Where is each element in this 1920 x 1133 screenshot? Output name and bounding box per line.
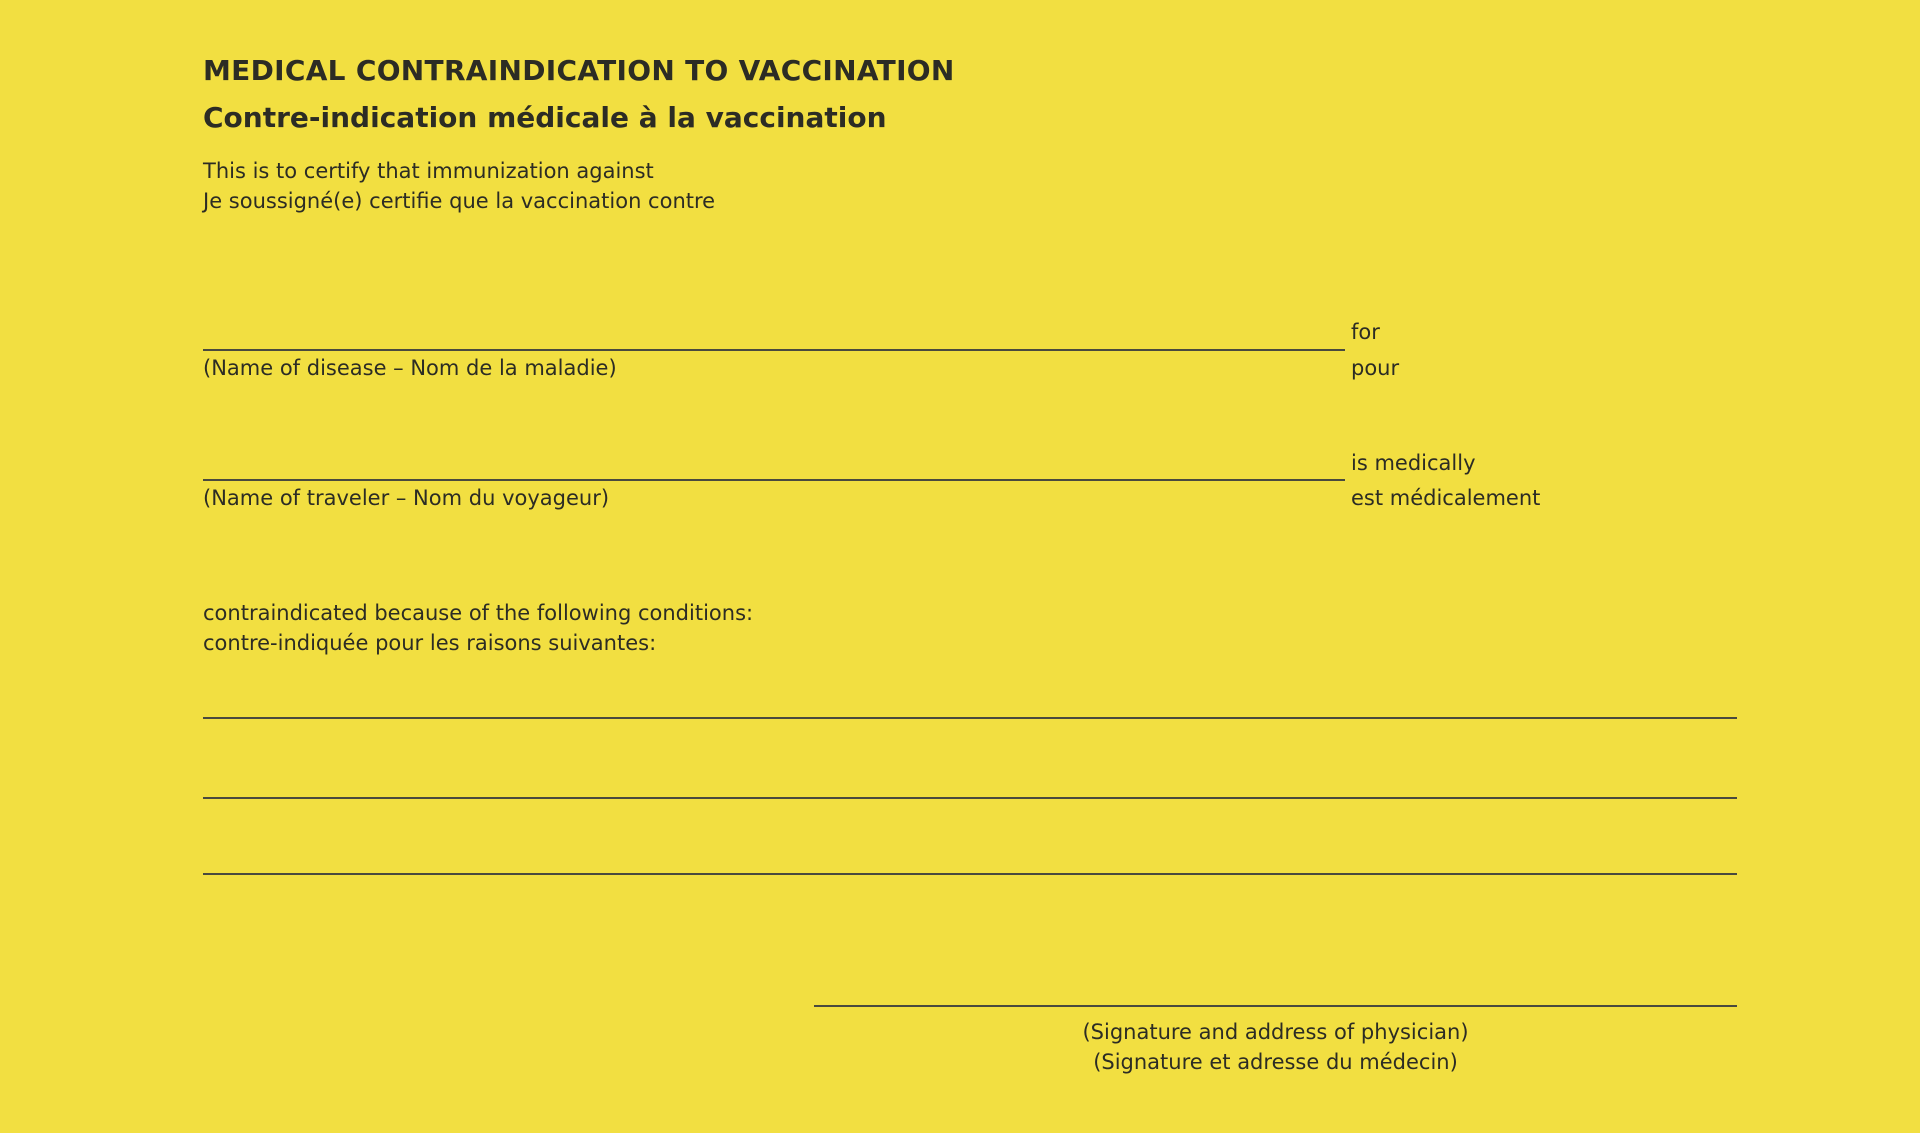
disease-name-label: (Name of disease – Nom de la maladie)	[203, 356, 617, 380]
conditions-text-english: contraindicated because of the following conditions:	[203, 601, 754, 625]
intro-text	[203, 156, 715, 216]
form-title-french: Contre-indication médicale à la vaccination	[203, 101, 887, 134]
traveler-name-field[interactable]	[203, 479, 1345, 481]
physician-signature-field[interactable]	[814, 1005, 1737, 1007]
signature-label-english: (Signature and address of physician)	[1082, 1020, 1469, 1044]
conditions-text	[203, 598, 753, 658]
traveler-name-label: (Name of traveler – Nom du voyageur)	[203, 486, 610, 510]
for-text-french: pour	[1351, 356, 1400, 380]
medically-text-english: is medically	[1351, 451, 1476, 475]
intro-text-english: This is to certify that immunization against	[203, 159, 654, 183]
condition-line-2[interactable]	[203, 797, 1737, 799]
disease-name-field[interactable]	[203, 349, 1345, 351]
signature-label	[814, 1017, 1737, 1077]
condition-line-1[interactable]	[203, 717, 1737, 719]
condition-line-3[interactable]	[203, 873, 1737, 875]
intro-text-french: Je soussigné(e) certifie que la vaccination contre	[203, 189, 716, 213]
medically-text-french: est médicalement	[1351, 486, 1541, 510]
conditions-text-french: contre-indiquée pour les raisons suivantes:	[203, 631, 657, 655]
signature-label-french: (Signature et adresse du médecin)	[1093, 1050, 1458, 1074]
form-title-english: MEDICAL CONTRAINDICATION TO VACCINATION	[203, 54, 955, 87]
for-text-english: for	[1351, 320, 1380, 344]
